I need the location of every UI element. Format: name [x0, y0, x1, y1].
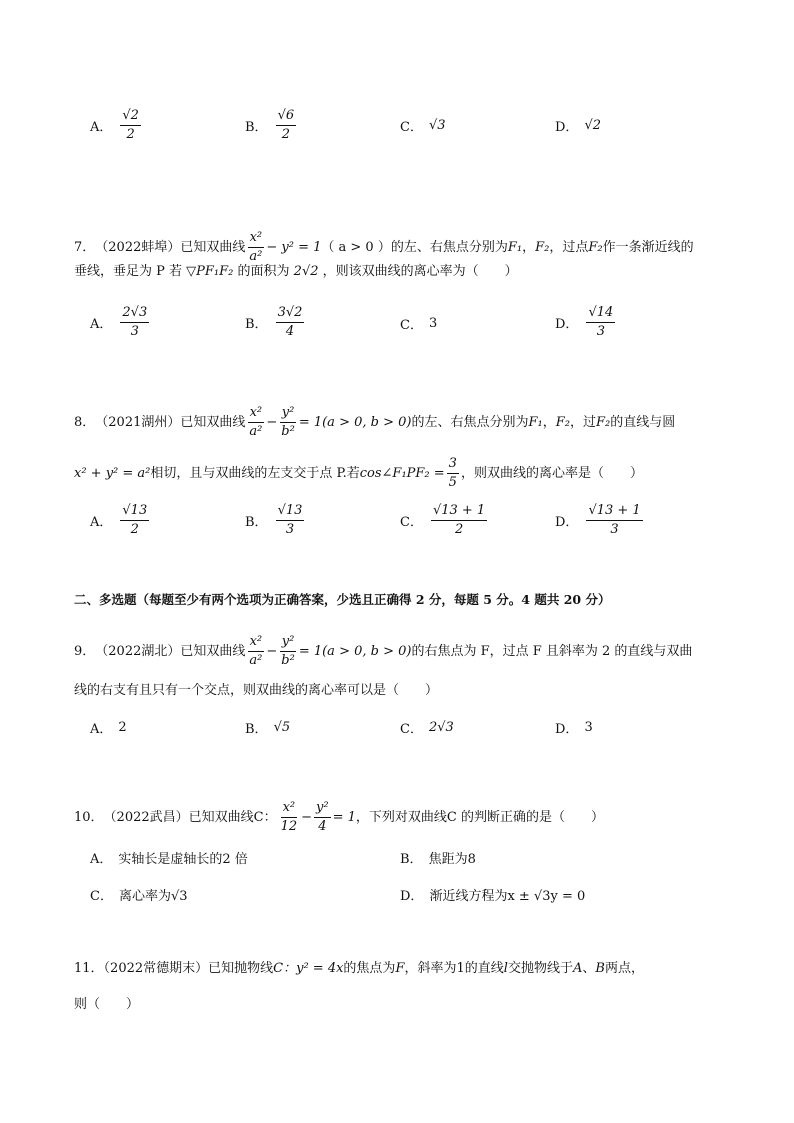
option-value: 3	[584, 720, 593, 735]
q10-option-c[interactable]	[90, 885, 188, 904]
q9-option-a[interactable]	[90, 718, 127, 737]
q7-option-d[interactable]	[555, 305, 617, 340]
section-heading: 二、多选题（每题至少有两个选项为正确答案，少选且正确得 2 分，每题 5 分。4 题共 20 分）	[74, 592, 611, 607]
q7-option-c[interactable]	[400, 314, 437, 333]
q8-stem-line1: 8． （2021湖州） 已知双曲线 $\frac{\text{x²}}{\text{a²}}$ − $\frac{\text{y²}}{\text{b²}}$ = 1(a > 0, b > 0) 的左、右焦点分别为 F₁ ， F₂ ，过 F₂ 的直线与圆	[74, 405, 676, 439]
option-label: D．	[400, 889, 424, 904]
q9-stem-line1: 9． （2022湖北） 已知双曲线 $\frac{\text{x²}}{\text{a²}}$ − $\frac{\text{y²}}{\text{b²}}$ = 1(a > 0, b > 0) 的右焦点为 F，过点 F 且斜率为 2 的直线与双曲	[74, 634, 693, 668]
option-label: C．	[90, 889, 113, 904]
option-value: √5	[273, 720, 291, 735]
option-label: C．	[400, 120, 423, 135]
option-label: A．	[90, 120, 113, 135]
option-label: C．	[400, 318, 423, 333]
option-label: A．	[90, 515, 113, 530]
option-label: A．	[90, 852, 113, 867]
option-label: C．	[400, 515, 423, 530]
fraction: $\frac{\text{x²}}{\text{a²}}$	[249, 634, 263, 668]
q9-option-d[interactable]	[555, 718, 593, 737]
option-value: 实轴长是虚轴长的2 倍	[118, 852, 248, 867]
q11-stem-line2: 则（ ）	[74, 997, 140, 1012]
option-label: D．	[555, 515, 579, 530]
q8-option-c[interactable]	[400, 503, 489, 538]
option-value: √2	[584, 118, 601, 133]
q8-option-b[interactable]	[245, 503, 306, 538]
equation: = 1(a > 0, b > 0)	[298, 643, 412, 659]
q7-option-b[interactable]	[245, 305, 306, 340]
fraction: $\frac{√6}{2}$	[277, 108, 295, 142]
option-value: 3	[428, 316, 438, 331]
option-value: 焦距为8	[428, 852, 476, 867]
fraction: $\frac{3}{5}$	[448, 456, 457, 490]
q10-option-d[interactable]	[400, 885, 585, 904]
circle-equation: x² + y² = a²	[74, 465, 151, 481]
fraction: $\frac{√14}{3}$	[588, 305, 614, 339]
question-source: （2022武昌）	[103, 809, 189, 825]
fraction: $\frac{√13}{3}$	[277, 503, 303, 537]
fraction: $\frac{√13 + 1}{2}$	[432, 503, 486, 537]
q7-stem-line1: 7． （2022蚌埠） 已知双曲线 $\frac{\text{x²}}{\text{a²}}$ − y² = 1 （ a > 0 ） 的左、右焦点分别为 F₁ ， F₂ ，过点 F₂ 作一条渐近线的	[74, 230, 694, 264]
fraction: $\frac{3√2}{4}$	[277, 305, 303, 339]
q11-stem-line1: 11．（2022常德期末）已知抛物线C：y² = 4x的焦点为F，斜率为1的直线l交抛物线于A、B两点，	[74, 961, 644, 976]
question-number: 7．	[74, 239, 96, 255]
option-value: 渐近线方程为x ± √3y = 0	[429, 889, 586, 904]
q7-option-a[interactable]	[90, 305, 151, 340]
option-label: A．	[90, 722, 113, 737]
fraction: $\frac{\text{y²}}{4}$	[316, 800, 329, 834]
option-label: D．	[555, 317, 579, 332]
q9-option-b[interactable]	[245, 718, 290, 737]
fraction: $\frac{\text{x²}}{\text{a²}}$	[249, 230, 263, 264]
option-label: B．	[245, 515, 268, 530]
q10-option-b[interactable]	[400, 848, 476, 867]
equation: = 1(a > 0, b > 0)	[298, 414, 412, 430]
fraction: $\frac{\text{y²}}{\text{b²}}$	[281, 405, 295, 439]
question-number: 11．	[74, 961, 104, 976]
option-label: C．	[400, 722, 423, 737]
q6-option-c[interactable]	[400, 116, 446, 135]
q6-option-b[interactable]	[245, 108, 298, 143]
option-label: B．	[400, 852, 423, 867]
fraction: $\frac{√2}{2}$	[122, 108, 139, 142]
option-label: B．	[245, 722, 268, 737]
question-number: 10．	[74, 809, 104, 825]
question-source: （2022蚌埠）	[95, 239, 181, 255]
q10-stem: 10． （2022武昌） 已知双曲线C： $\frac{\text{x²}}{12}$ − $\frac{\text{y²}}{4}$ = 1 ，下列对双曲线C 的判断正确的是（ ）	[74, 800, 604, 834]
equation: − y² = 1	[266, 239, 322, 255]
q6-option-d[interactable]	[555, 116, 601, 135]
option-label: B．	[245, 317, 268, 332]
option-value: √3	[428, 118, 446, 133]
fraction: $\frac{\text{x²}}{12}$	[280, 800, 298, 834]
fraction: $\frac{2√3}{3}$	[122, 305, 148, 339]
option-value: 2√3	[428, 720, 454, 735]
q8-option-a[interactable]	[90, 503, 151, 538]
question-number: 9．	[74, 643, 96, 659]
fraction: $\frac{√13 + 1}{3}$	[588, 503, 641, 537]
q10-option-a[interactable]	[90, 848, 248, 867]
fraction: $\frac{\text{y²}}{\text{b²}}$	[281, 634, 295, 668]
equation: = 1	[332, 809, 356, 825]
question-source: （2022常德期末）	[103, 961, 209, 976]
option-label: A．	[90, 317, 113, 332]
q8-stem-line2: x² + y² = a² 相切，且与双曲线的左支交于点 P.若 cos∠F₁PF₂ = $\frac{3}{5}$ ，则双曲线的离心率是（ ）	[74, 456, 643, 490]
option-label: D．	[555, 722, 579, 737]
option-label: B．	[245, 120, 268, 135]
q7-stem-line2: 垂线，垂足为 P 若 ▽PF₁F₂ 的面积为 2√2 ，则该双曲线的离心率为（ ）	[74, 264, 518, 279]
question-source: （2021湖州）	[95, 414, 181, 430]
q6-option-a[interactable]	[90, 108, 143, 143]
option-label: D．	[555, 120, 579, 135]
fraction: $\frac{√13}{2}$	[122, 503, 148, 537]
option-value: 离心率为√3	[118, 889, 188, 904]
parabola-equation: C：y² = 4x	[273, 961, 344, 976]
question-source: （2022湖北）	[95, 643, 181, 659]
q9-option-c[interactable]	[400, 718, 454, 737]
question-number: 8．	[74, 414, 96, 430]
q9-stem-line2: 线的右支有且只有一个交点，则双曲线的离心率可以是（ ）	[74, 683, 439, 698]
fraction: $\frac{\text{x²}}{\text{a²}}$	[249, 405, 263, 439]
q8-option-d[interactable]	[555, 503, 645, 538]
option-value: 2	[118, 720, 127, 735]
